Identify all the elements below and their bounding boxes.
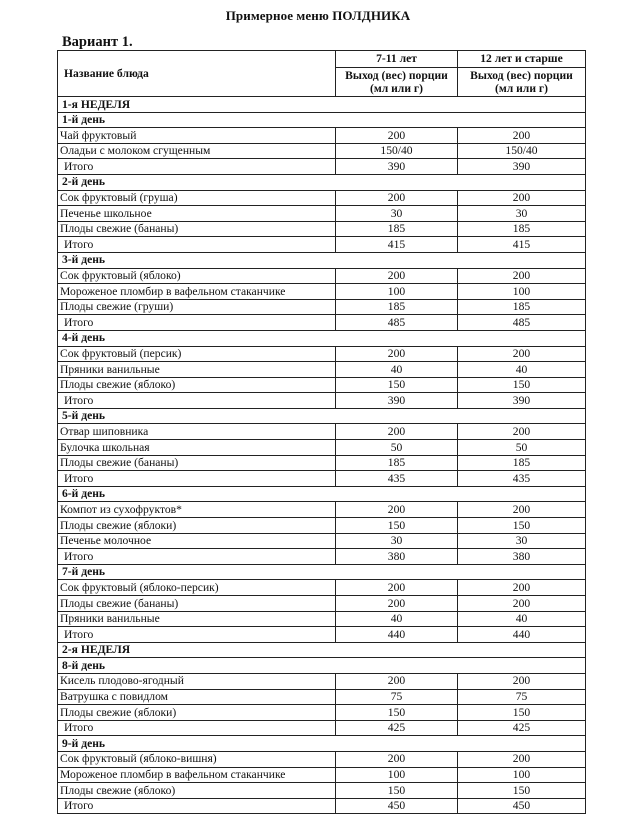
portion-12-plus: 150 [458,377,586,393]
portion-7-11: 200 [336,502,458,518]
portion-7-11: 200 [336,190,458,206]
portion-7-11: 390 [336,159,458,175]
portion-7-11: 200 [336,424,458,440]
portion-12-plus: 200 [458,751,586,767]
dish-name: Оладьи с молоком сгущенным [58,143,336,159]
portion-7-11: 200 [336,128,458,144]
total-label: Итого [58,798,336,814]
table-row [58,767,586,783]
total-label: Итого [58,627,336,643]
day-header-row [58,564,586,580]
portion-7-11: 150 [336,705,458,721]
table-header [58,51,586,97]
total-row [58,315,586,331]
table-row [58,362,586,378]
day-header-row [58,658,586,674]
table-row [58,611,586,627]
total-row [58,720,586,736]
day-header-row [58,330,586,346]
week-label: 1-я НЕДЕЛЯ [58,97,586,113]
total-label: Итого [58,237,336,253]
portion-7-11: 435 [336,471,458,487]
portion-7-11: 485 [336,315,458,331]
table-row [58,143,586,159]
portion-12-plus: 380 [458,549,586,565]
portion-7-11: 200 [336,673,458,689]
day-header-row [58,736,586,752]
total-label: Итого [58,393,336,409]
day-label: 3-й день [58,252,586,268]
portion-12-plus: 30 [458,533,586,549]
total-row [58,471,586,487]
total-row [58,393,586,409]
portion-7-11: 415 [336,237,458,253]
day-label: 5-й день [58,408,586,424]
portion-12-plus: 200 [458,346,586,362]
dish-name: Компот из сухофруктов* [58,502,336,518]
portion-12-plus: 200 [458,596,586,612]
portion-12-plus: 40 [458,611,586,627]
dish-name: Плоды свежие (груши) [58,299,336,315]
day-header-row [58,408,586,424]
portion-7-11: 30 [336,206,458,222]
day-label: 8-й день [58,658,586,674]
variant-heading: Вариант 1. [62,34,133,50]
portion-7-11: 100 [336,767,458,783]
portion-12-plus: 185 [458,221,586,237]
portion-12-plus: 50 [458,440,586,456]
dish-name: Печенье молочное [58,533,336,549]
portion-12-plus: 435 [458,471,586,487]
dish-name: Плоды свежие (яблоко) [58,377,336,393]
dish-name: Плоды свежие (яблоко) [58,783,336,799]
dish-name: Плоды свежие (бананы) [58,596,336,612]
total-label: Итого [58,471,336,487]
dish-name: Сок фруктовый (яблоко-персик) [58,580,336,596]
portion-7-11: 75 [336,689,458,705]
portion-7-11: 200 [336,596,458,612]
table-row [58,533,586,549]
day-header-row [58,112,586,128]
portion-12-plus: 425 [458,720,586,736]
dish-name: Сок фруктовый (персик) [58,346,336,362]
table-row [58,783,586,799]
column-header-age-12-plus: 12 лет и старше [458,51,586,68]
portion-12-plus: 415 [458,237,586,253]
portion-12-plus: 200 [458,128,586,144]
dish-name: Печенье школьное [58,206,336,222]
dish-name: Плоды свежие (яблоки) [58,705,336,721]
portion-7-11: 380 [336,549,458,565]
portion-7-11: 450 [336,798,458,814]
portion-12-plus: 150 [458,518,586,534]
table-row [58,705,586,721]
portion-7-11: 150 [336,783,458,799]
dish-name: Плоды свежие (бананы) [58,221,336,237]
dish-name: Пряники ванильные [58,362,336,378]
total-row [58,798,586,814]
dish-name: Сок фруктовый (яблоко-вишня) [58,751,336,767]
total-label: Итого [58,159,336,175]
week-header-row [58,97,586,113]
portion-7-11: 390 [336,393,458,409]
portion-12-plus: 450 [458,798,586,814]
total-row [58,237,586,253]
table-row [58,424,586,440]
dish-name: Сок фруктовый (яблоко) [58,268,336,284]
dish-name: Кисель плодово-ягодный [58,673,336,689]
portion-12-plus: 100 [458,767,586,783]
portion-7-11: 185 [336,221,458,237]
table-row [58,190,586,206]
table-row [58,206,586,222]
portion-12-plus: 200 [458,502,586,518]
table-row [58,221,586,237]
table-row [58,455,586,471]
portion-12-plus: 200 [458,424,586,440]
table-body [58,97,586,814]
table-row [58,518,586,534]
dish-name: Чай фруктовый [58,128,336,144]
table-row [58,299,586,315]
portion-12-plus: 185 [458,299,586,315]
total-label: Итого [58,315,336,331]
portion-12-plus: 200 [458,190,586,206]
column-subheader-yield-12-plus: Выход (вес) порции (мл или г) [458,68,586,97]
table-row [58,673,586,689]
day-label: 2-й день [58,174,586,190]
portion-7-11: 30 [336,533,458,549]
table-row [58,502,586,518]
portion-7-11: 185 [336,299,458,315]
portion-7-11: 150 [336,518,458,534]
portion-12-plus: 75 [458,689,586,705]
portion-12-plus: 40 [458,362,586,378]
portion-7-11: 150 [336,377,458,393]
portion-12-plus: 390 [458,393,586,409]
portion-12-plus: 150 [458,783,586,799]
portion-7-11: 200 [336,268,458,284]
portion-12-plus: 200 [458,673,586,689]
dish-name: Пряники ванильные [58,611,336,627]
table-row [58,751,586,767]
portion-7-11: 185 [336,455,458,471]
portion-12-plus: 200 [458,268,586,284]
day-label: 6-й день [58,486,586,502]
day-label: 9-й день [58,736,586,752]
day-header-row [58,486,586,502]
day-header-row [58,252,586,268]
week-header-row [58,642,586,658]
table-row [58,580,586,596]
dish-name: Мороженое пломбир в вафельном стаканчике [58,284,336,300]
portion-7-11: 200 [336,346,458,362]
table-row [58,596,586,612]
portion-12-plus: 185 [458,455,586,471]
day-label: 7-й день [58,564,586,580]
portion-12-plus: 100 [458,284,586,300]
portion-12-plus: 390 [458,159,586,175]
portion-7-11: 440 [336,627,458,643]
portion-7-11: 100 [336,284,458,300]
total-label: Итого [58,549,336,565]
dish-name: Ватрушка с повидлом [58,689,336,705]
day-label: 1-й день [58,112,586,128]
total-row [58,159,586,175]
total-row [58,549,586,565]
dish-name: Плоды свежие (яблоки) [58,518,336,534]
table-row [58,377,586,393]
dish-name: Отвар шиповника [58,424,336,440]
portion-12-plus: 485 [458,315,586,331]
portion-12-plus: 440 [458,627,586,643]
column-header-dish-name: Название блюда [58,51,336,97]
portion-7-11: 200 [336,751,458,767]
table-row [58,284,586,300]
portion-7-11: 50 [336,440,458,456]
total-row [58,627,586,643]
portion-7-11: 150/40 [336,143,458,159]
table-row [58,689,586,705]
dish-name: Мороженое пломбир в вафельном стаканчике [58,767,336,783]
table-row [58,440,586,456]
portion-7-11: 40 [336,611,458,627]
menu-table [57,50,586,814]
day-label: 4-й день [58,330,586,346]
portion-12-plus: 30 [458,206,586,222]
week-label: 2-я НЕДЕЛЯ [58,642,586,658]
portion-7-11: 200 [336,580,458,596]
total-label: Итого [58,720,336,736]
column-subheader-yield-7-11: Выход (вес) порции (мл или г) [336,68,458,97]
column-header-age-7-11: 7-11 лет [336,51,458,68]
portion-7-11: 40 [336,362,458,378]
dish-name: Булочка школьная [58,440,336,456]
portion-12-plus: 150 [458,705,586,721]
day-header-row [58,174,586,190]
table-row [58,346,586,362]
dish-name: Сок фруктовый (груша) [58,190,336,206]
portion-7-11: 425 [336,720,458,736]
document-title: Примерное меню ПОЛДНИКА [225,8,411,23]
dish-name: Плоды свежие (бананы) [58,455,336,471]
table-row [58,128,586,144]
table-row [58,268,586,284]
portion-12-plus: 150/40 [458,143,586,159]
portion-12-plus: 200 [458,580,586,596]
